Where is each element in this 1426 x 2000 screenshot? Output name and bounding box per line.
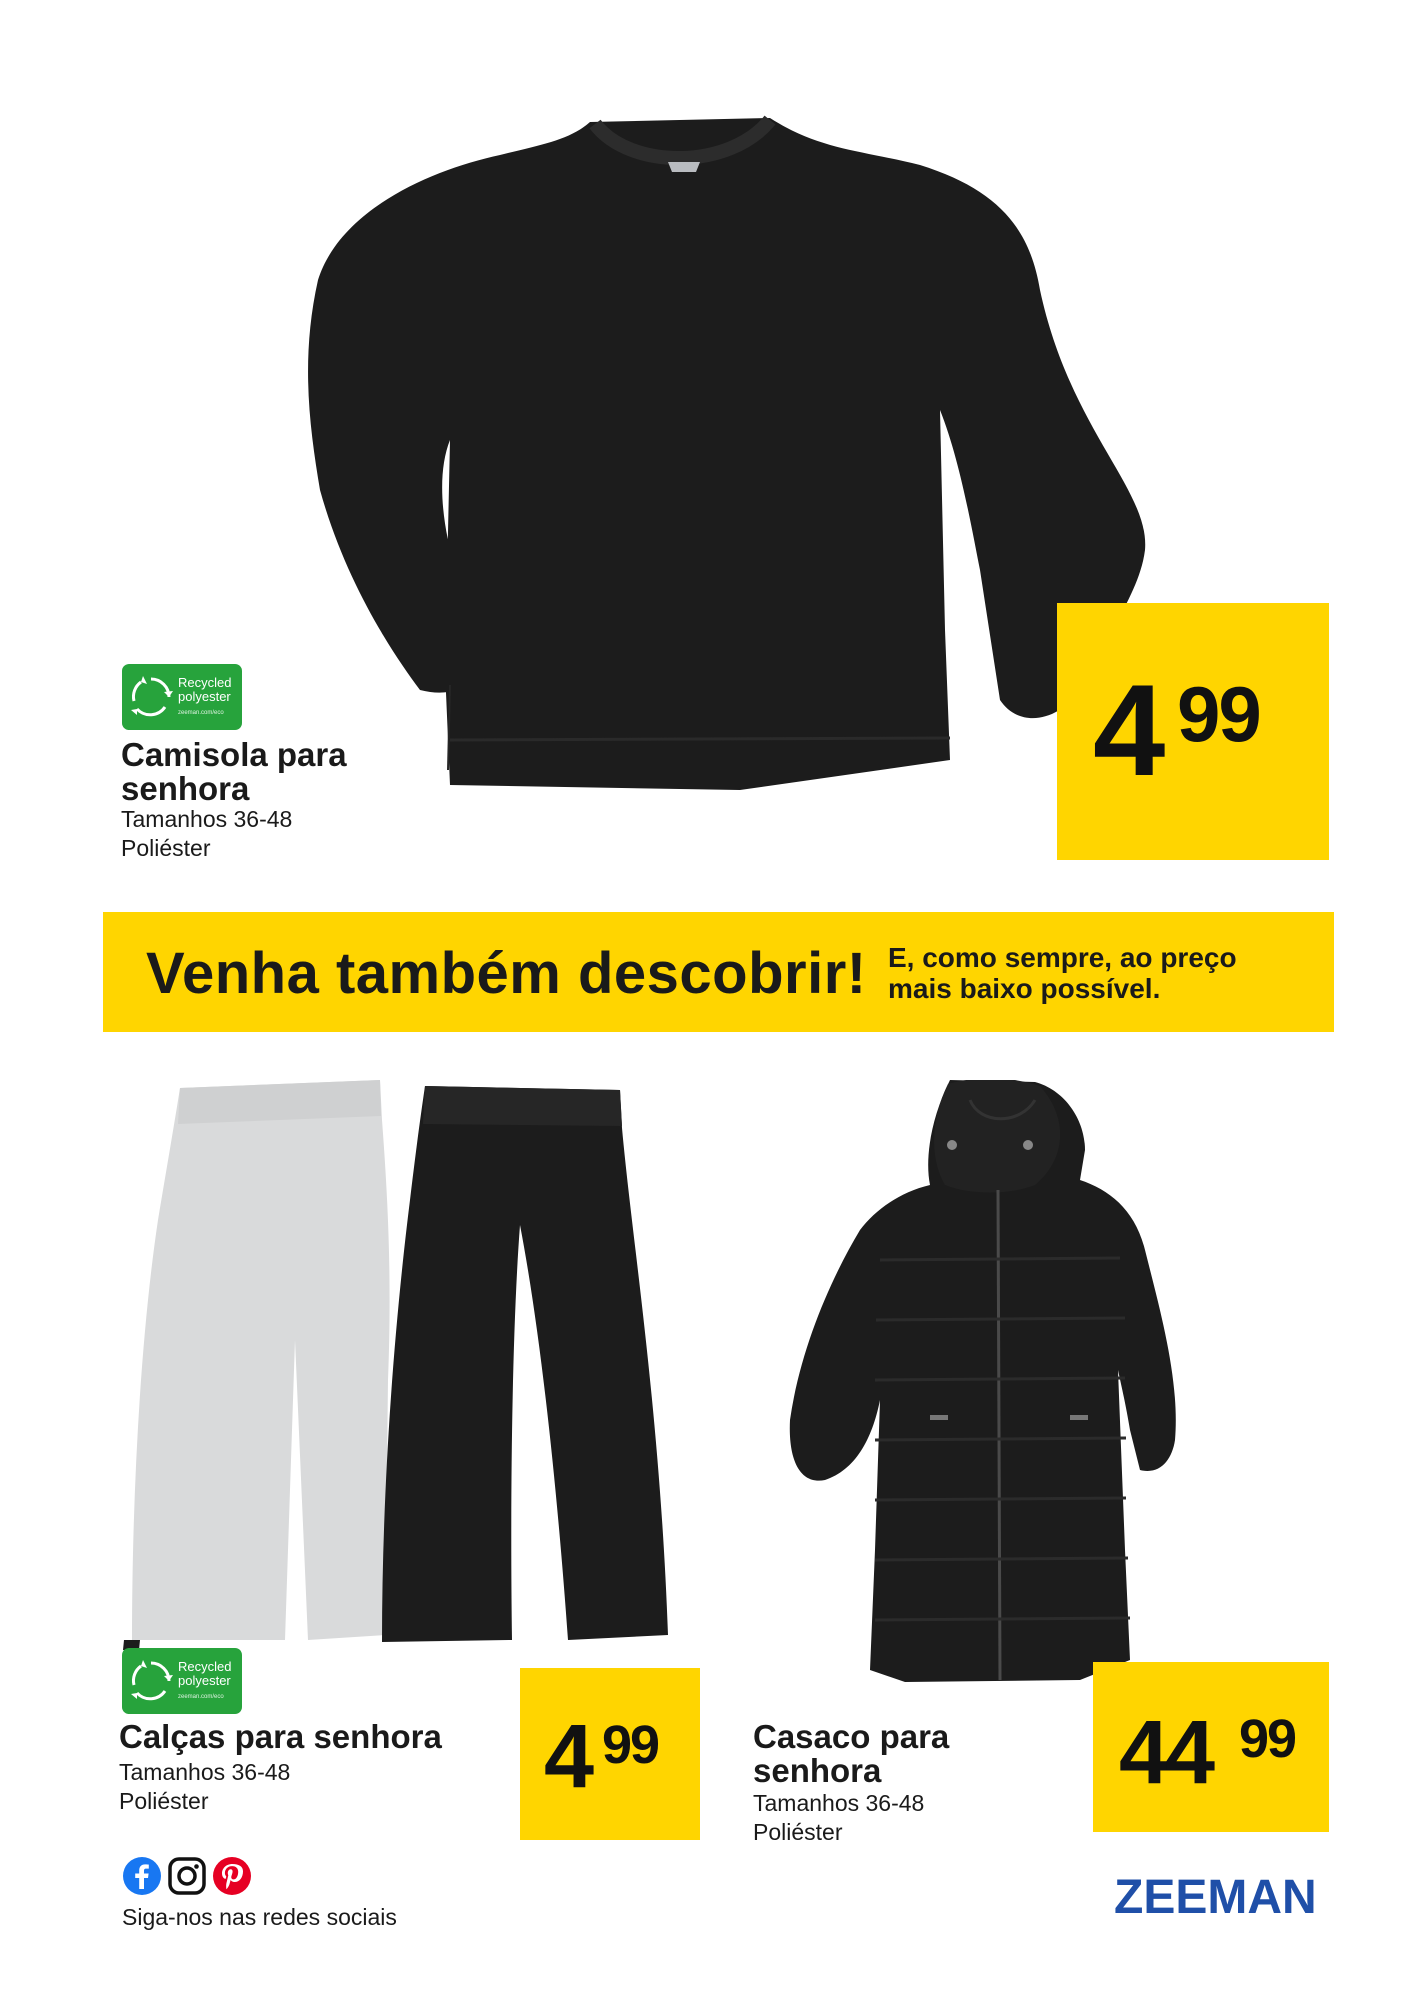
product-material: Poliéster (121, 835, 211, 861)
price-decimals: 99 (602, 1715, 659, 1775)
instagram-icon[interactable] (167, 1856, 207, 1896)
price-tag (1093, 1662, 1329, 1832)
product-title: Casaco para senhora (753, 1718, 950, 1789)
recycle-icon (129, 675, 173, 719)
product-title: Camisola para senhora (121, 736, 347, 807)
price-integer: 4 (1093, 657, 1162, 803)
coat-image (780, 1080, 1230, 1700)
facebook-icon[interactable] (122, 1856, 162, 1896)
banner-subline: E, como sempre, ao preço mais baixo possível. (888, 942, 1237, 1004)
badge-url: zeeman.com/eco (178, 1694, 224, 1700)
product-sizes: Tamanhos 36-48 (119, 1759, 291, 1785)
promo-banner (103, 912, 1334, 1032)
sweater-image (300, 110, 1150, 810)
product-material: Poliéster (119, 1788, 209, 1814)
badge-label: Recycled polyester (178, 1659, 232, 1688)
follow-us-text: Siga-nos nas redes sociais (122, 1904, 397, 1930)
social-icons (122, 1856, 252, 1896)
badge-label: Recycled polyester (178, 675, 232, 704)
pinterest-icon[interactable] (212, 1856, 252, 1896)
product-sizes: Tamanhos 36-48 (753, 1790, 925, 1816)
price-tag (520, 1668, 700, 1840)
banner-headline: Venha também descobrir! (146, 941, 867, 1006)
trousers-image (120, 1080, 680, 1650)
price-decimals: 99 (1177, 670, 1260, 758)
price-integer: 44 (1119, 1703, 1212, 1803)
price-decimals: 99 (1239, 1709, 1296, 1769)
recycled-polyester-badge (122, 1648, 242, 1714)
product-title: Calças para senhora (119, 1718, 442, 1755)
badge-url: zeeman.com/eco (178, 710, 224, 716)
recycled-polyester-badge (122, 664, 242, 730)
product-sizes: Tamanhos 36-48 (121, 806, 293, 832)
price-tag (1057, 603, 1329, 860)
price-integer: 4 (544, 1707, 591, 1807)
product-material: Poliéster (753, 1819, 843, 1845)
zeeman-logo[interactable]: ZEEMAN (1114, 1871, 1317, 1924)
recycle-icon (129, 1659, 173, 1703)
